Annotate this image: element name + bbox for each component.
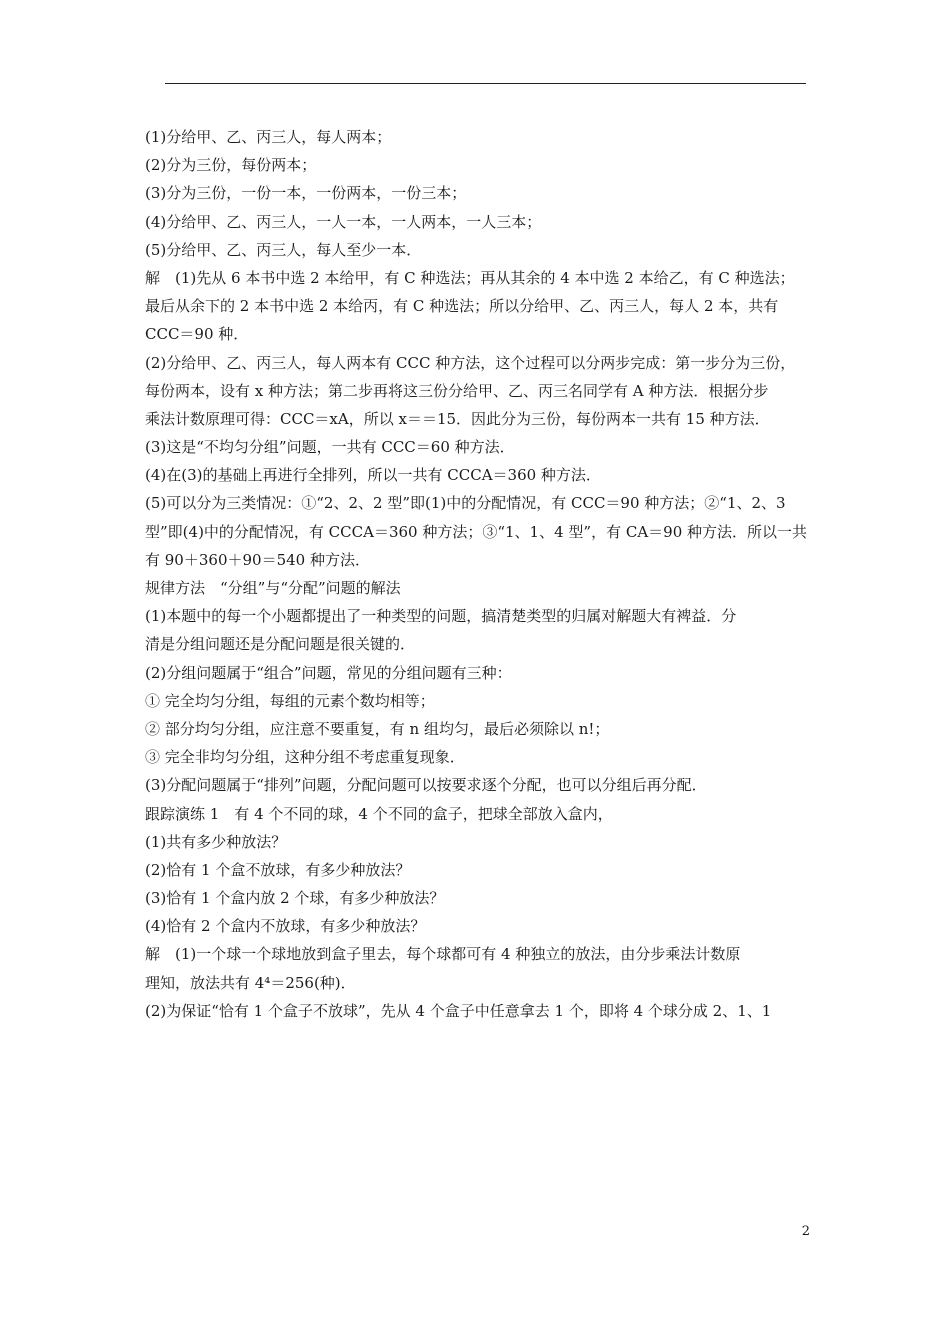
text-line: (1)本题中的每一个小题都提出了一种类型的问题，搞清楚类型的归属对解题大有裨益．分 [145, 607, 737, 626]
text-line: ② 部分均匀分组，应注意不要重复，有 n 组均匀，最后必须除以 n!； [145, 719, 610, 738]
text-line: (1)分给甲、乙、丙三人，每人两本； [145, 128, 392, 146]
text-line: 最后从余下的 2 本书中选 2 本给丙，有 C 种选法；所以分给甲、乙、丙三人，每人 2 本，共有 [145, 297, 779, 316]
document-body [145, 123, 815, 1025]
text-line: 每份两本，设有 x 种方法；第二步再将这三份分给甲、乙、丙三名同学有 A 种方法．根据分步 [145, 381, 769, 400]
text-line: (1)共有多少种放法？ [145, 832, 287, 851]
section-heading: 跟踪演练 1 有 4 个不同的球，4 个不同的盒子，把球全部放入盒内， [145, 804, 613, 823]
text-line: (5)可以分为三类情况：①“2、2、2 型”即(1)中的分配情况，有 CCC＝90 种方法；②“1、2、3 [145, 494, 786, 513]
text-line: (4)在(3)的基础上再进行全排列，所以一共有 CCCA＝360 种方法． [145, 466, 601, 485]
section-heading: 规律方法 “分组”与“分配”问题的解法 [145, 579, 401, 597]
text-line: (3)这是“不均匀分组”问题，一共有 CCC＝60 种方法． [145, 438, 515, 457]
text-line: (3)分配问题属于“排列”问题，分配问题可以按要求逐个分配，也可以分组后再分配． [145, 776, 707, 795]
text-line: (2)分给甲、乙、丙三人，每人两本有 CCC 种方法，这个过程可以分两步完成：第一步分为三份， [145, 353, 796, 372]
text-line: (2)分组问题属于“组合”问题，常见的分组问题有三种： [145, 663, 512, 682]
header-rule [165, 83, 806, 84]
text-line: 型”即(4)中的分配情况，有 CCCA＝360 种方法；③“1、1、4 型”，有 CA＝90 种方法．所以一共 [145, 522, 808, 541]
text-line: (3)分为三份，一份一本，一份两本，一份三本； [145, 184, 467, 203]
text-line: 乘法计数原理可得：CCC＝xA，所以 x＝＝15．因此分为三份，每份两本一共有 15 种方法． [145, 409, 770, 428]
text-line: 解 (1)一个球一个球地放到盒子里去，每个球都可有 4 种独立的放法，由分步乘法计数原 [145, 945, 741, 964]
text-line: (5)分给甲、乙、丙三人，每人至少一本． [145, 240, 422, 259]
text-line: 清是分组问题还是分配问题是很关键的． [145, 635, 416, 654]
text-line: 理知，放法共有 4⁴＝256(种)． [145, 973, 356, 992]
text-line: CCC＝90 种． [145, 325, 249, 344]
text-line: (2)为保证“恰有 1 个盒子不放球”，先从 4 个盒子中任意拿去 1 个，即将 4 个球分成 2、1、1 [145, 1001, 772, 1020]
text-line: (4)分给甲、乙、丙三人，一人一本，一人两本，一人三本； [145, 212, 542, 231]
page-number: 2 [801, 1224, 810, 1239]
text-line: (2)分为三份，每份两本； [145, 156, 317, 175]
text-line: (2)恰有 1 个盒不放球，有多少种放法？ [145, 860, 411, 879]
text-line: 有 90＋360＋90＝540 种方法． [145, 550, 370, 569]
text-line: 解 (1)先从 6 本书中选 2 本给甲，有 C 种选法；再从其余的 4 本中选 2 本给乙，有 C 种选法； [145, 268, 795, 287]
text-line: ① 完全均匀分组，每组的元素个数均相等； [145, 691, 435, 710]
text-line: ③ 完全非均匀分组，这种分组不考虑重复现象． [145, 748, 465, 767]
text-line: (3)恰有 1 个盒内放 2 个球，有多少种放法？ [145, 889, 445, 908]
text-line: (4)恰有 2 个盒内不放球，有多少种放法？ [145, 917, 426, 936]
